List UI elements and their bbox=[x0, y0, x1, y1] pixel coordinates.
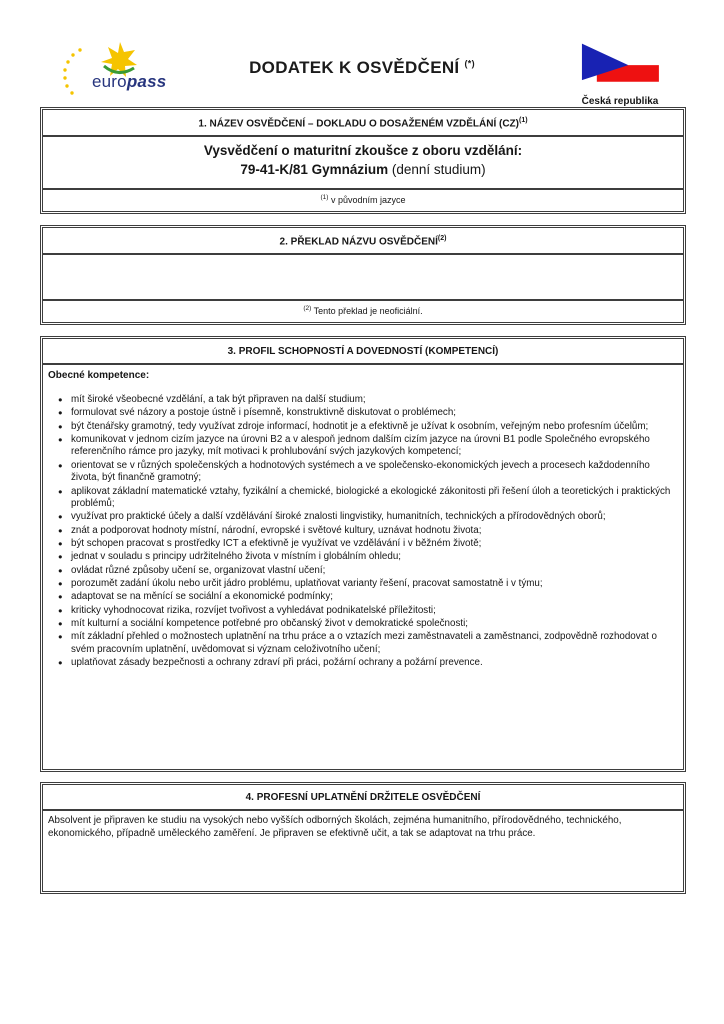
certificate-title-line1: Vysvědčení o maturitní zkoušce z oboru vzdělání: bbox=[203, 143, 523, 159]
section1-footnote bbox=[43, 188, 683, 211]
section4-heading: 4. PROFESNÍ UPLATNĚNÍ DRŽITELE OSVĚDČENÍ bbox=[43, 785, 683, 811]
certificate-study-form: (denní studium) bbox=[388, 161, 486, 177]
competence-item: ● formulovat své názory a postoje ústně i písemně, konstruktivně diskutovat o problémech; bbox=[48, 407, 678, 419]
competence-item: ● orientovat se v různých společenských a hodnotových systémech a ve společensko-ekonomických jevech a procesech každodenního života, být finančně gramotný; bbox=[48, 460, 678, 485]
competence-item: ● uplatňovat zásady bezpečnosti a ochrany zdraví při práci, požární ochrany a požární prevence. bbox=[48, 657, 678, 669]
section3-body bbox=[43, 365, 683, 769]
section1-heading bbox=[43, 110, 683, 137]
competence-item: ● mít základní přehled o možnostech uplatnění na trhu práce a o vztazích mezi zaměstnavateli a zaměstnanci, zodpovědně rozhodovat o svém pracovním uplatnění, uvědomovat si význam celoživotního učení; bbox=[48, 631, 678, 656]
section2-empty-body bbox=[43, 255, 683, 299]
competence-item: ● být schopen pracovat s prostředky ICT a efektivně je využívat ve vzdělávání i v běžném životě; bbox=[48, 538, 678, 550]
competence-item: ● znát a podporovat hodnoty místní, národní, evropské i světové kultury, uznávat hodnotu života; bbox=[48, 525, 678, 537]
section-employment bbox=[40, 782, 686, 894]
certificate-title-line2 bbox=[47, 161, 679, 179]
section3-heading: 3. PROFIL SCHOPNOSTÍ A DOVEDNOSTÍ (KOMPETENCÍ) bbox=[43, 339, 683, 365]
competence-item: ● aplikovat základní matematické vztahy, fyzikální a chemické, biologické a ekologické zákonitosti při řešení úloh a teoretických i praktických problémů; bbox=[48, 486, 678, 511]
section2-footnote-superscript: (2) bbox=[303, 305, 312, 313]
competence-item: ● mít kulturní a sociální kompetence potřebné pro občanský život v demokratické společnosti; bbox=[48, 618, 678, 630]
section4-body: Absolvent je připraven ke studiu na vysokých nebo vyšších odborných školách, zejména humanitního, přírodovědného, technického, ekonomického, případně uměleckého zaměření. Je připraven se efektivně učit, a tak se adaptovat na trhu práce. bbox=[48, 815, 622, 839]
czech-flag-icon bbox=[578, 42, 662, 90]
country-label: Česká republika bbox=[581, 96, 659, 107]
competence-item: ● kriticky vyhodnocovat rizika, rozvíjet tvořivost a vyhledávat podnikatelské příležitosti; bbox=[48, 605, 678, 617]
section-competence-profile bbox=[40, 336, 686, 772]
section2-heading-text: 2. PŘEKLAD NÁZVU OSVĚDČENÍ bbox=[279, 236, 438, 248]
competence-item: ● adaptovat se na měnící se sociální a ekonomické podmínky; bbox=[48, 591, 678, 603]
country-flag-block bbox=[577, 42, 663, 107]
certificate-code: 79-41-K/81 Gymnázium bbox=[240, 161, 389, 177]
page-title-superscript: (*) bbox=[464, 58, 475, 69]
document-body bbox=[40, 107, 686, 894]
section-certificate-title bbox=[40, 107, 686, 214]
section2-footnote bbox=[43, 299, 683, 322]
section1-footnote-superscript: (1) bbox=[320, 193, 329, 201]
section2-footnote-text: Tento překlad je neoficiální. bbox=[311, 306, 423, 317]
competence-list bbox=[48, 394, 678, 669]
section2-heading-superscript: (2) bbox=[437, 234, 447, 242]
competence-item: ● porozumět zadání úkolu nebo určit jádro problému, uplatňovat varianty řešení, pracovat samostatně i v týmu; bbox=[48, 578, 678, 590]
competence-item: ● mít široké všeobecné vzdělání, a tak být připraven na další studium; bbox=[48, 394, 678, 406]
section2-heading bbox=[43, 228, 683, 255]
section1-heading-superscript: (1) bbox=[519, 117, 528, 124]
logo-euro: euro bbox=[92, 72, 127, 91]
competence-item: ● ovládat různé způsoby učení se, organizovat vlastní učení; bbox=[48, 565, 678, 577]
logo-pass: pass bbox=[126, 72, 167, 91]
competence-item: ● komunikovat v jednom cizím jazyce na úrovni B2 a v alespoň jednom dalším cizím jazyce na úrovni B1 podle Společného evropského referenčního rámce pro jazyky, mít motivaci k prohlubování svých jazykových kompetencí; bbox=[48, 434, 678, 459]
section-translated-title bbox=[40, 225, 686, 325]
page-header bbox=[0, 0, 724, 107]
competence-item: ● být čtenářsky gramotný, tedy využívat zdroje informací, hodnotit je a efektivně je užívat k osobním, veřejným nebo profesním účelům; bbox=[48, 421, 678, 433]
section1-heading-text: 1. NÁZEV OSVĚDČENÍ – DOKLADU O DOSAŽENÉM VZDĚLÁNÍ (CZ) bbox=[198, 118, 519, 130]
competences-intro: Obecné kompetence: bbox=[48, 370, 150, 382]
certificate-title bbox=[43, 137, 683, 187]
section1-footnote-text: v původním jazyce bbox=[328, 194, 406, 205]
page-title-text: DODATEK K OSVĚDČENÍ bbox=[249, 58, 460, 77]
competence-item: ● využívat pro praktické účely a další vzdělávání široké znalosti lingvistiky, humanitních, technických a přírodovědných oborů; bbox=[48, 511, 678, 523]
competence-item: ● jednat v souladu s principy udržitelného života v místním i globálním ohledu; bbox=[48, 551, 678, 563]
